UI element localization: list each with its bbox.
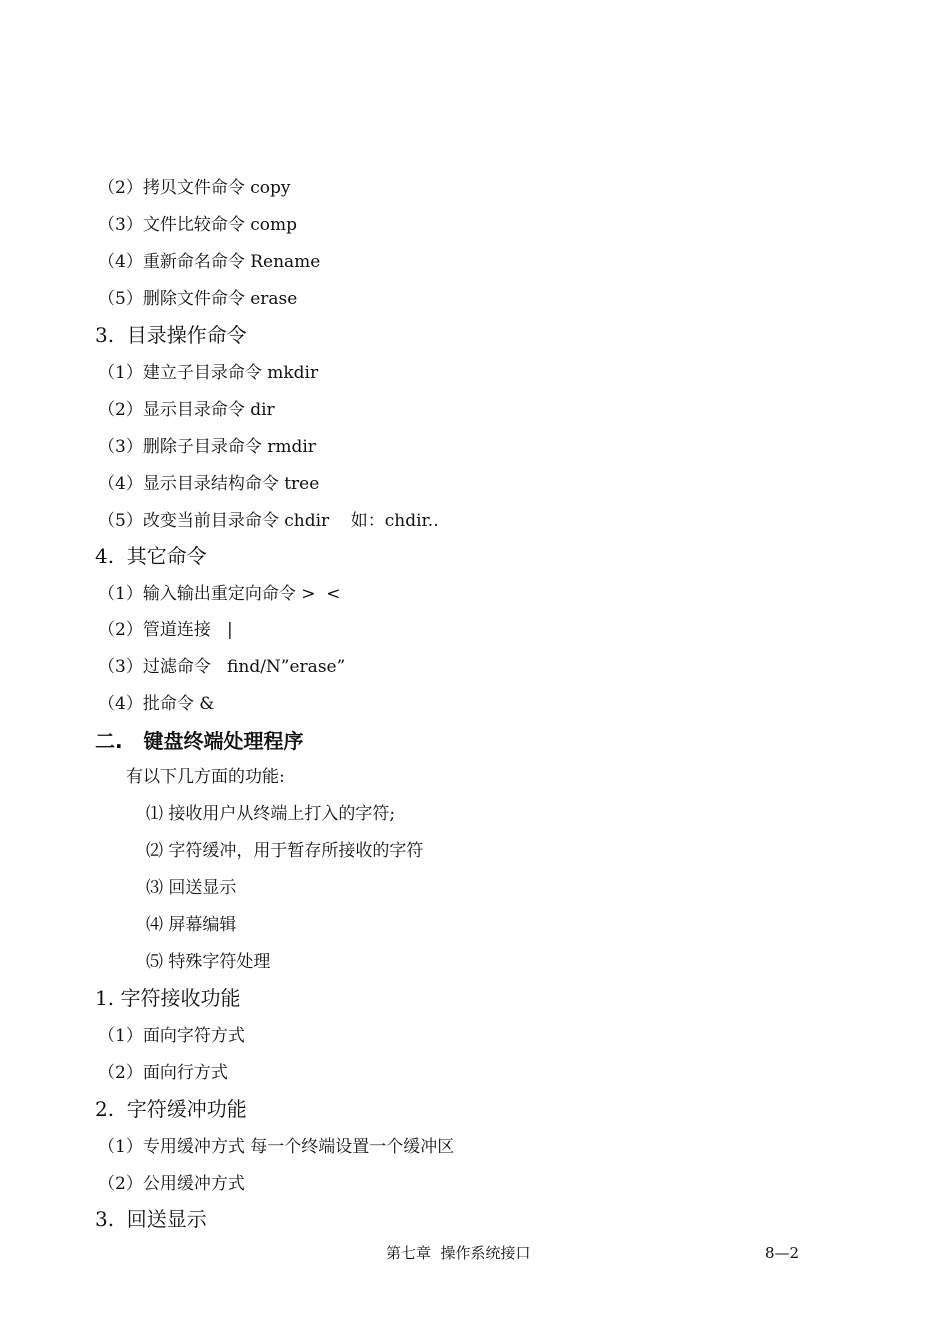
list-item-dedicated-buffer: （1）专用缓冲方式 每一个终端设置一个缓冲区 bbox=[98, 1137, 455, 1157]
chapter-heading-keyboard: 二. 键盘终端处理程序 bbox=[95, 729, 304, 753]
list-item-dir: （2）显示目录命令 dir bbox=[98, 400, 275, 420]
list-item-line-mode: （2）面向行方式 bbox=[98, 1063, 228, 1083]
feature-item-1: ⑴ 接收用户从终端上打入的字符; bbox=[146, 804, 396, 824]
list-item-chdir: （5）改变当前目录命令 chdir 如：chdir.. bbox=[98, 511, 439, 531]
footer-chapter-title: 第七章 操作系统接口 bbox=[386, 1244, 531, 1262]
section-heading-directory: 3. 目录操作命令 bbox=[95, 323, 247, 347]
list-item-erase: （5）删除文件命令 erase bbox=[98, 289, 298, 309]
feature-item-2: ⑵ 字符缓冲，用于暂存所接收的字符 bbox=[146, 841, 424, 861]
list-item-rename: （4）重新命名命令 Rename bbox=[98, 252, 321, 272]
feature-item-4: ⑷ 屏幕编辑 bbox=[146, 915, 237, 935]
list-item-comp: （3）文件比较命令 comp bbox=[98, 215, 297, 235]
feature-item-3: ⑶ 回送显示 bbox=[146, 878, 237, 898]
section-heading-echo: 3. 回送显示 bbox=[95, 1207, 207, 1231]
intro-text: 有以下几方面的功能: bbox=[126, 767, 285, 787]
list-item-pipe: （2）管道连接 | bbox=[98, 620, 233, 640]
section-heading-buffer: 2. 字符缓冲功能 bbox=[95, 1097, 247, 1121]
footer-page-number: 8—2 bbox=[765, 1244, 800, 1262]
list-item-rmdir: （3）删除子目录命令 rmdir bbox=[98, 437, 316, 457]
list-item-redirect: （1）输入输出重定向命令 > < bbox=[98, 584, 341, 604]
list-item-char-mode: （1）面向字符方式 bbox=[98, 1026, 245, 1046]
list-item-tree: （4）显示目录结构命令 tree bbox=[98, 474, 320, 494]
list-item-batch: （4）批命令 & bbox=[98, 694, 215, 714]
section-heading-receive: 1. 字符接收功能 bbox=[95, 986, 241, 1010]
list-item-filter: （3）过滤命令 find/N”erase” bbox=[98, 657, 346, 677]
feature-item-5: ⑸ 特殊字符处理 bbox=[146, 952, 271, 972]
section-heading-other: 4. 其它命令 bbox=[95, 544, 207, 568]
list-item-mkdir: （1）建立子目录命令 mkdir bbox=[98, 363, 319, 383]
list-item-copy: （2）拷贝文件命令 copy bbox=[98, 178, 291, 198]
list-item-shared-buffer: （2）公用缓冲方式 bbox=[98, 1174, 245, 1194]
